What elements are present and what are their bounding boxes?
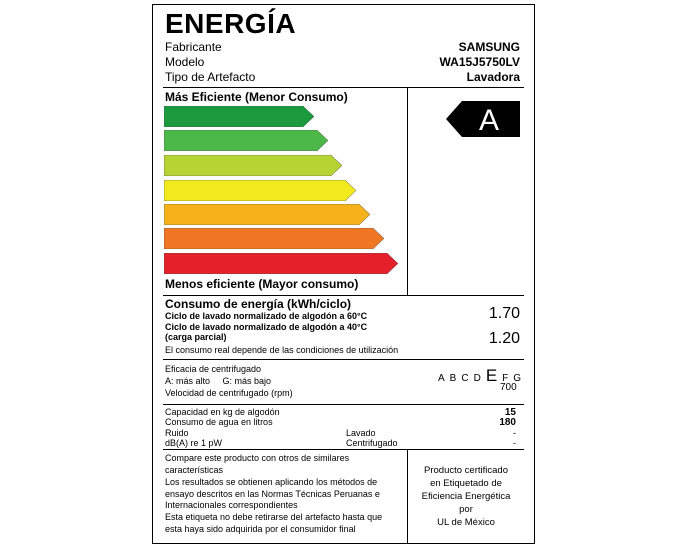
manufacturer-value: SAMSUNG (458, 40, 520, 54)
scale-divider (407, 87, 408, 295)
noise-wash-label: Lavado (346, 428, 376, 438)
rating-arrow (446, 101, 520, 141)
spin-legend: A: más alto G: más bajo (165, 376, 272, 386)
capacity-value: 15 (504, 407, 516, 418)
spin-title: Eficacia de centrifugado (165, 364, 262, 374)
manufacturer-label: Fabricante (165, 40, 222, 54)
spin-class-f: F (502, 373, 509, 384)
footer-compare-text: Compare este producto con otros de similares características (165, 453, 350, 475)
cycle40-label: Ciclo de lavado normalizado de algodón a 40°C (165, 322, 368, 332)
appliance-type-label: Tipo de Artefacto (165, 70, 256, 84)
divider (163, 87, 524, 88)
divider (163, 449, 524, 450)
footer-warning-text: Esta etiqueta no debe retirarse del artefacto hasta que esta haya sido adquirida por el consumidor final (165, 512, 383, 534)
spin-class-g: G (513, 373, 522, 384)
efficiency-bar-g (164, 253, 398, 274)
scale-bottom-label: Menos eficiente (Mayor consumo) (165, 277, 359, 291)
noise-spin-label: Centrifugado (346, 438, 398, 448)
efficiency-bar-b (164, 130, 328, 151)
label-title: ENERGÍA (165, 8, 297, 39)
noise-spin-value: - (513, 438, 516, 448)
cycle60-value: 1.70 (488, 305, 520, 322)
noise-label: Ruido (165, 428, 189, 438)
spin-speed-label: Velocidad de centrifugado (rpm) (165, 388, 293, 398)
model-value: WA15J5750LV (439, 55, 520, 69)
certification-line: por (459, 504, 473, 515)
spin-class-b: B (449, 373, 457, 384)
consumption-note: El consumo real depende de las condiciones de utilización (165, 345, 399, 355)
scale-top-label: Más Eficiente (Menor Consumo) (165, 90, 348, 104)
capacity-label: Capacidad en kg de algodón (165, 407, 280, 417)
energy-label (152, 4, 535, 544)
divider (163, 295, 524, 296)
appliance-type-value: Lavadora (466, 70, 520, 84)
efficiency-bar-d (164, 180, 356, 201)
efficiency-bar-e (164, 204, 370, 225)
model-label: Modelo (165, 55, 205, 69)
spin-class-c: C (461, 373, 469, 384)
spin-speed-value: 700 (500, 382, 517, 393)
certification-line: Producto certificado (424, 465, 508, 476)
spin-class-a: A (438, 373, 445, 384)
efficiency-bar-c (164, 155, 342, 176)
spin-class-d: D (473, 373, 481, 384)
certification-line: UL de México (437, 517, 495, 528)
certification-line: en Etiquetado de (430, 478, 502, 489)
noise-unit: dB(A) re 1 pW (165, 438, 223, 448)
divider (163, 404, 524, 405)
rating-letter: A (478, 104, 500, 137)
cycle40-label-partial: (carga parcial) (165, 332, 227, 342)
cycle60-label: Ciclo de lavado normalizado de algodón a 60°C (165, 311, 368, 321)
footer-method-text: Los resultados se obtienen aplicando los métodos de ensayo descritos en las Normas Técnicas Peruanas e Internacionales correspondientes (165, 477, 380, 510)
water-label: Consumo de agua en litros (165, 417, 273, 427)
noise-wash-value: - (513, 428, 516, 438)
efficiency-bar-a (164, 106, 314, 127)
divider (163, 359, 524, 360)
certification-text (408, 464, 524, 529)
certification-line: Eficiencia Energética (421, 491, 511, 502)
spin-class-e: E (485, 366, 498, 385)
consumption-title: Consumo de energía (kWh/ciclo) (165, 297, 352, 311)
cycle40-value: 1.20 (488, 330, 520, 347)
efficiency-bar-f (164, 228, 384, 249)
water-value: 180 (499, 417, 516, 428)
